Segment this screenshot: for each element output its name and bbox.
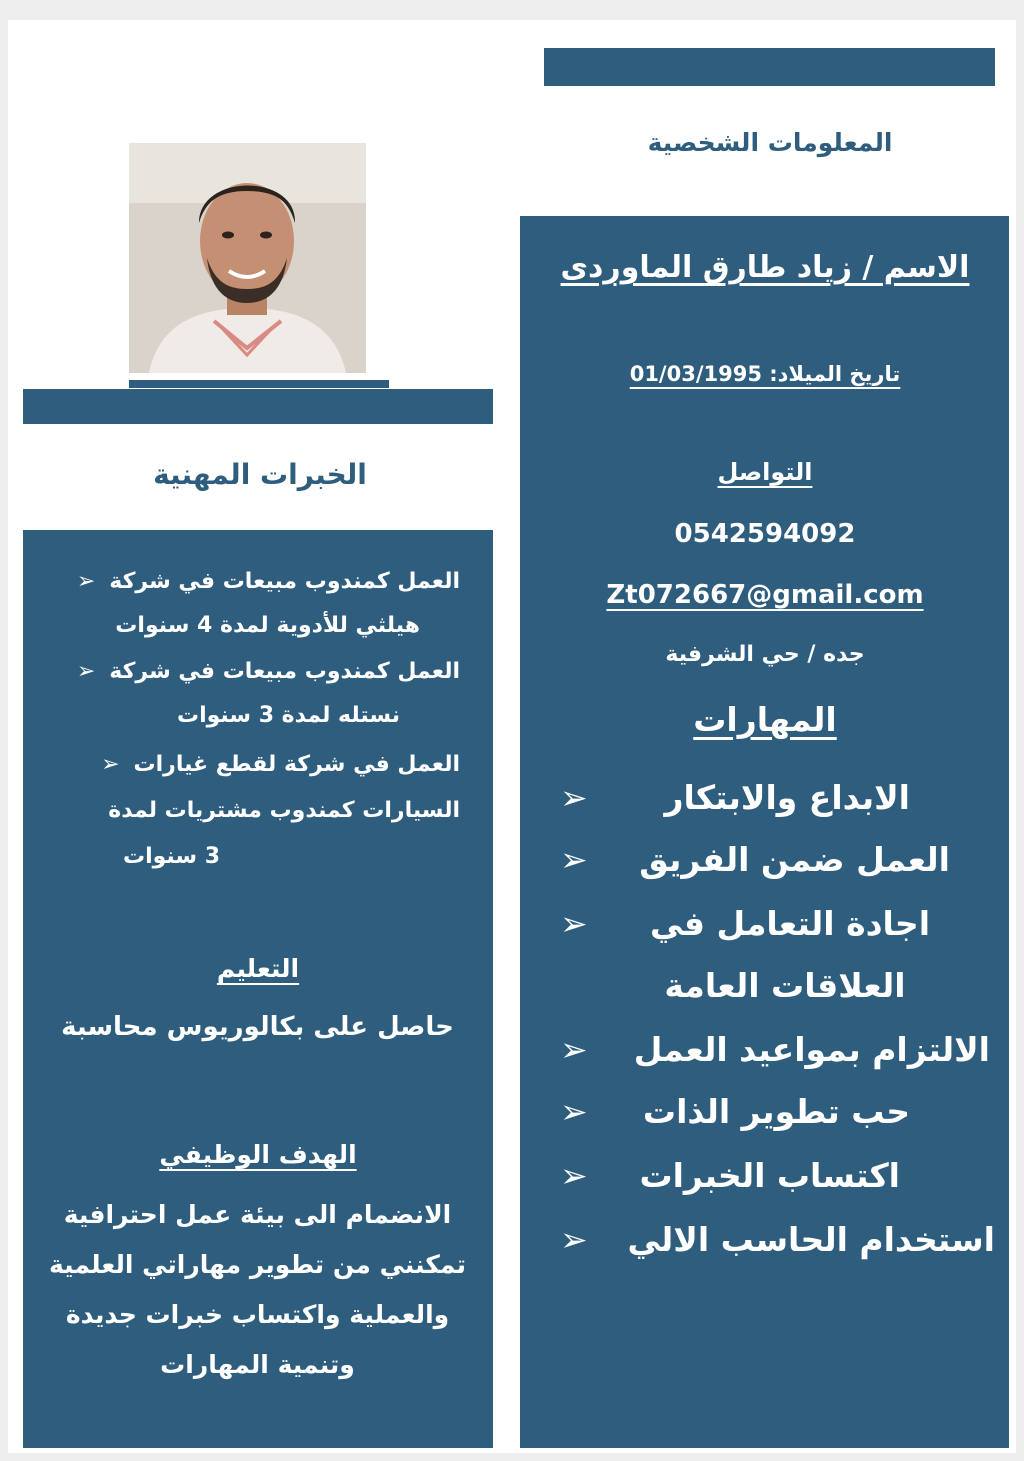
skill-item — [560, 904, 930, 943]
personal-info-heading: المعلومات الشخصية — [647, 128, 893, 157]
arrow-bullet-icon: ➢ — [101, 752, 120, 777]
skill-label: اكتساب الخبرات — [639, 1156, 900, 1195]
arrow-bullet-icon: ➢ — [560, 1030, 588, 1069]
skills-heading: المهارات — [693, 700, 837, 739]
contact-heading: التواصل — [717, 458, 813, 486]
arrow-bullet-icon: ➢ — [76, 659, 96, 684]
arrow-bullet-icon: ➢ — [560, 1220, 588, 1259]
phone-number: 0542594092 — [674, 519, 856, 549]
objective-line: تمكنني من تطوير مهاراتي العلمية — [49, 1250, 466, 1279]
skill-label: العمل ضمن الفريق — [639, 840, 950, 879]
skill-label: الابداع والابتكار — [664, 778, 910, 817]
objective-heading: الهدف الوظيفي — [159, 1140, 357, 1169]
experience-line: السيارات كمندوب مشتريات لمدة — [108, 798, 460, 823]
arrow-bullet-icon: ➢ — [560, 840, 588, 879]
address: جده / حي الشرفية — [665, 642, 865, 667]
objective-line: وتنمية المهارات — [160, 1350, 355, 1379]
experience-item — [60, 650, 460, 738]
education-heading: التعليم — [216, 954, 300, 983]
person-photo-icon — [129, 143, 366, 373]
experience-line: العمل في شركة لقطع غيارات — [133, 752, 460, 777]
arrow-bullet-icon: ➢ — [560, 904, 588, 943]
skill-item — [560, 1030, 990, 1069]
skill-item — [560, 1092, 910, 1131]
photo-underline-bar — [129, 380, 389, 388]
education-text: حاصل على بكالوريوس محاسبة — [61, 1012, 454, 1042]
experience-line: العمل كمندوب مبيعات في شركة — [109, 659, 460, 684]
skill-item — [560, 1220, 995, 1259]
top-right-bar — [544, 48, 995, 86]
left-header-bar — [23, 389, 493, 424]
objective-line: الانضمام الى بيئة عمل احترافية — [63, 1200, 452, 1229]
arrow-bullet-icon: ➢ — [560, 778, 588, 817]
arrow-bullet-icon: ➢ — [76, 569, 96, 594]
email-address[interactable]: Zt072667@gmail.com — [606, 580, 924, 610]
experience-item — [60, 560, 460, 648]
skill-label: حب تطوير الذات — [642, 1092, 910, 1131]
skill-item-continuation: العلاقات العامة — [664, 966, 906, 1005]
experience-item — [60, 742, 460, 880]
profile-photo — [129, 143, 366, 373]
arrow-bullet-icon: ➢ — [560, 1156, 588, 1195]
skill-label: استخدام الحاسب الالي — [627, 1220, 995, 1259]
objective-line: والعملية واكتساب خبرات جديدة — [65, 1300, 450, 1329]
experience-line: هيلثي للأدوية لمدة 4 سنوات — [115, 613, 420, 638]
skill-label: الالتزام بمواعيد العمل — [633, 1030, 990, 1069]
full-name: الاسم / زياد طارق الماوردى — [560, 250, 970, 285]
skill-label: اجادة التعامل في — [650, 904, 930, 943]
birth-date: تاريخ الميلاد: 01/03/1995 — [629, 362, 901, 386]
experience-line: 3 سنوات — [122, 844, 220, 869]
skill-item — [560, 1156, 900, 1195]
skill-item — [560, 778, 910, 817]
experience-heading: الخبرات المهنية — [153, 458, 367, 491]
experience-line: العمل كمندوب مبيعات في شركة — [109, 569, 460, 594]
personal-info-panel — [520, 216, 1009, 1448]
experience-line: نستله لمدة 3 سنوات — [176, 703, 400, 728]
arrow-bullet-icon: ➢ — [560, 1092, 588, 1131]
skill-item — [560, 840, 950, 879]
